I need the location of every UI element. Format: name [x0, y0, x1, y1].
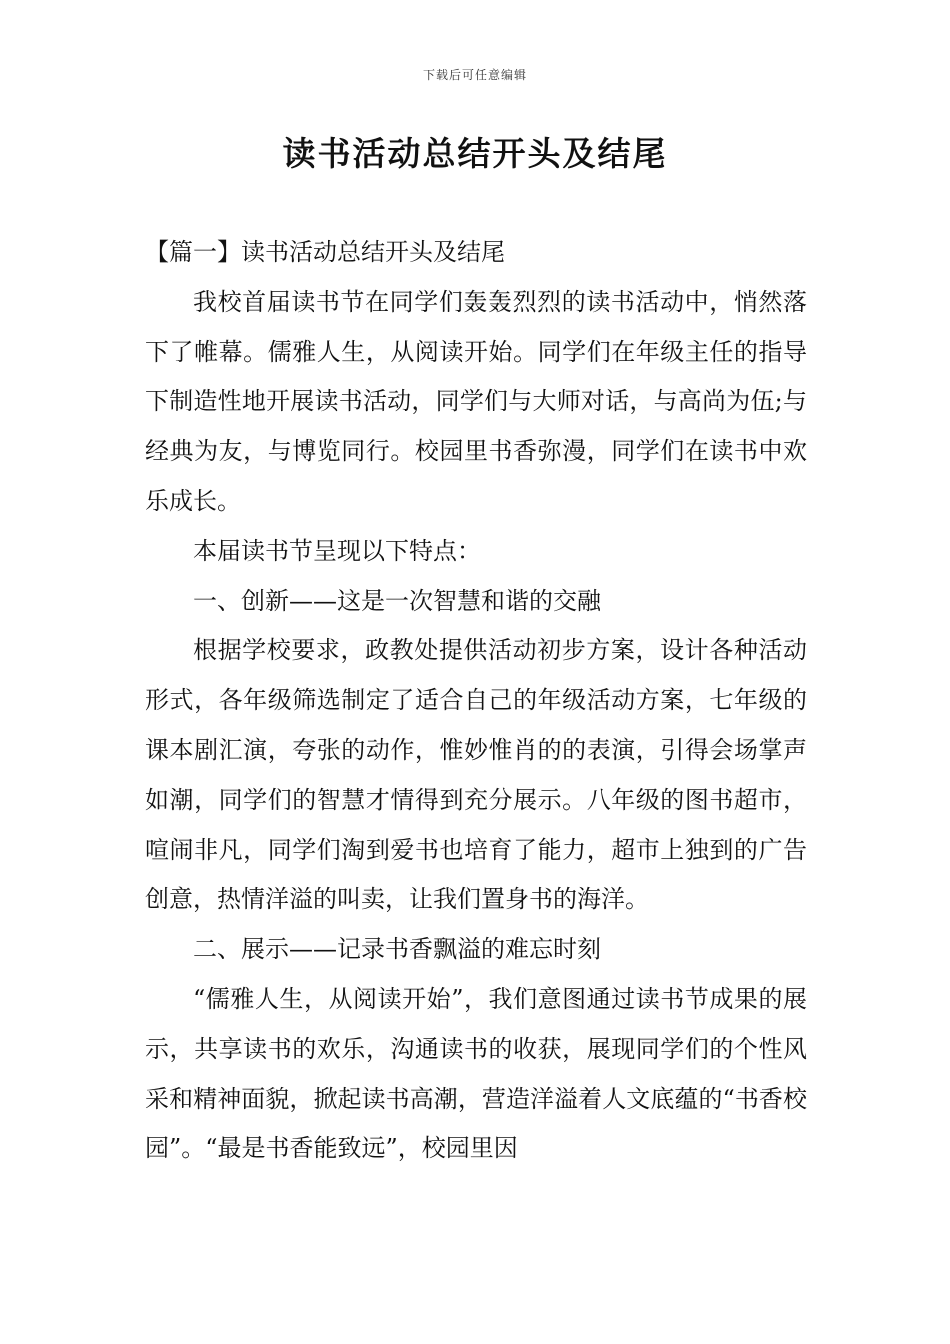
- subheading-showcase: 二、展示——记录书香飘溢的难忘时刻: [193, 935, 601, 964]
- document-body: [145, 228, 807, 1174]
- paragraph-showcase: “儒雅人生，从阅读开始”，我们意图通过读书节成果的展示，共享读书的欢乐，沟通读书的收获，展现同学们的个性风采和精神面貌，掀起读书高潮，营造洋溢着人文底蕴的“书香校园”。“最是书香能致远”，校园里因: [145, 984, 807, 1163]
- paragraph-intro: 我校首届读书节在同学们轰轰烈烈的读书活动中，悄然落下了帷幕。儒雅人生，从阅读开始。同学们在年级主任的指导下制造性地开展读书活动，同学们与大师对话，与高尚为伍;与经典为友，与博览同行。校园里书香弥漫，同学们在读书中欢乐成长。: [145, 287, 807, 515]
- subheading-innovation: 一、创新——这是一次智慧和谐的交融: [193, 586, 601, 615]
- document-title: 读书活动总结开头及结尾: [282, 134, 668, 173]
- paragraph-innovation: 根据学校要求，政教处提供活动初步方案，设计各种活动形式，各年级筛选制定了适合自己的年级活动方案，七年级的课本剧汇演，夸张的动作，惟妙惟肖的的表演，引得会场掌声如潮，同学们的智慧才情得到充分展示。八年级的图书超市，喧闹非凡，同学们淘到爱书也培育了能力，超市上独到的广告创意，热情洋溢的叫卖，让我们置身书的海洋。: [145, 636, 807, 914]
- header-note: 下载后可任意编辑: [422, 68, 527, 82]
- section-heading: 【篇一】读书活动总结开头及结尾: [145, 238, 505, 266]
- paragraph-features-intro: 本届读书节呈现以下特点：: [193, 536, 481, 565]
